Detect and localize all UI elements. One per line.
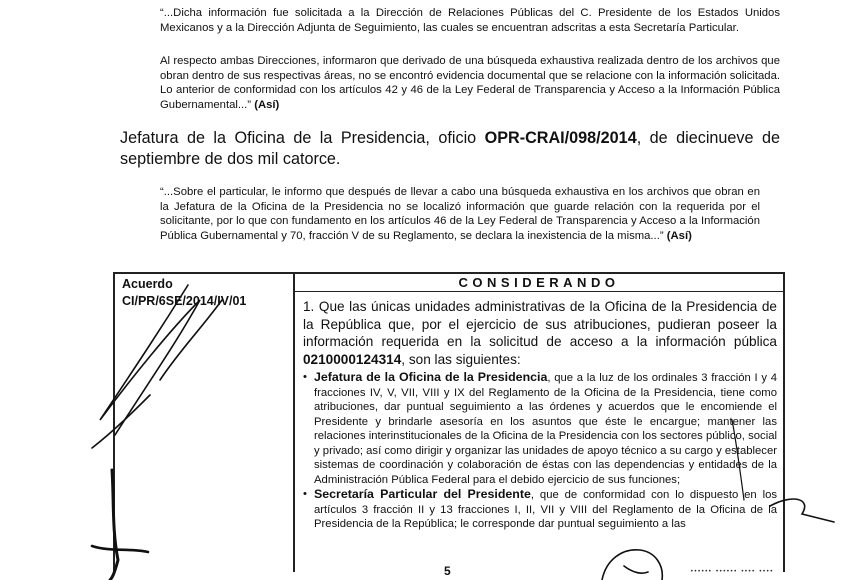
unidad-title: Secretaría Particular del Presidente [314,487,531,501]
unidad-text: , que a la luz de los ordinales 3 fracción I y 4 fracciones IV, V, VII, VIII y IX del Reglamento de la Oficina de la Presidencia, tiene como atribuciones, dar puntual seguimiento a las órdenes y acuerdos que le encomiende el Presidente y brindarle asesoría en los asuntos que éste le encargue; mantener las relaciones interinstitucionales de la Oficina de la Presidencia con los sectores público, social y privado; así como dirigir y organizar las unidades de apoyo técnico a su cargo y establecer sistemas de coordinación y colaboración de éstas con las dependencias y entidades de la Administración Pública Federal para el debido ejercicio de sus funciones; [314,372,777,486]
considerando-point-1 [303,298,777,368]
quote2-asi: (Así) [254,98,280,111]
bullet-icon: • [303,488,307,500]
jefatura-heading [120,128,780,170]
considerando-header: CONSIDERANDO [458,275,620,290]
quote-ambas-direcciones [160,54,780,112]
unidades-list [303,370,777,532]
point1-end: , son las siguientes: [401,351,521,367]
quote3-text: “...Sobre el particular, le informo que después de llevar a cabo una búsqueda exhaustiva en los archivos que obran en la Jefatura de la Oficina de la Presidencia no se localizó información que guarde relación con la requerida por el solicitante, por lo que con fundamento en los artículos 46 de la Ley Federal de Transparencia y Acceso a la Información Pública Gubernamental y 70, fracción V de su Reglamento, se declara la inexistencia de la misma...” [160,186,760,242]
quote2-text: Al respecto ambas Direcciones, informaron que derivado de una búsqueda exhaustiva realizada dentro de los archivos que obran dentro de sus respectivas áreas, no se encontró evidencia documental que se relacione con la información solicitada. Lo anterior de conformidad con los artículos 42 y 46 de la Ley Federal de Transparencia y Acceso a la Información Pública Gubernamental...” [160,55,780,111]
solicitud-folio: 0210000124314 [303,351,402,367]
quote-relaciones-publicas [160,6,780,35]
acuerdo-table [113,272,785,572]
list-item [303,487,777,532]
list-item [303,370,777,487]
jefatura-prefix: Jefatura de la Oficina de la Presidencia, oficio [120,129,485,147]
page-number: 5 [444,564,451,578]
table-column-divider [293,274,295,572]
unidad-text: , que de conformidad con lo dispuesto en los artículos 3 fracción II y 13 fracciones I, II, VII y VIII del Reglamento de la Oficina de la Presidencia de la República; le corresponde dar puntual seguimiento a las [314,489,778,530]
stamp-text: •••••• •••••• •••• •••• [690,568,774,575]
acuerdo-label: Acuerdo [122,277,173,291]
point1-text: 1. Que las únicas unidades administrativas de la Oficina de la Presidencia de la República que, por el ejercicio de sus atribuciones, pudieran poseer la información requerida en la solicitud de acceso a la información pública [303,299,777,350]
quote-jefatura [160,185,760,243]
acuerdo-code: CI/PR/6SE/2014/IV/01 [122,294,247,308]
quote1-text: “...Dicha información fue solicitada a la Dirección de Relaciones Públicas del C. Presidente de los Estados Unidos Mexicanos y a la Dirección Adjunta de Seguimiento, las cuales se encuentran adscritas a esta Secretaría Particular. [160,7,780,34]
bullet-icon: • [303,371,307,383]
oficio-number: OPR-CRAI/098/2014 [484,129,637,147]
quote3-asi: (Así) [666,229,692,242]
unidad-title: Jefatura de la Oficina de la Presidencia [314,370,548,384]
table-header-rule [293,291,783,292]
acuerdo-cell [122,276,292,310]
jefatura-suffix: , de diecinueve de septiembre de dos mil catorce. [120,129,780,168]
